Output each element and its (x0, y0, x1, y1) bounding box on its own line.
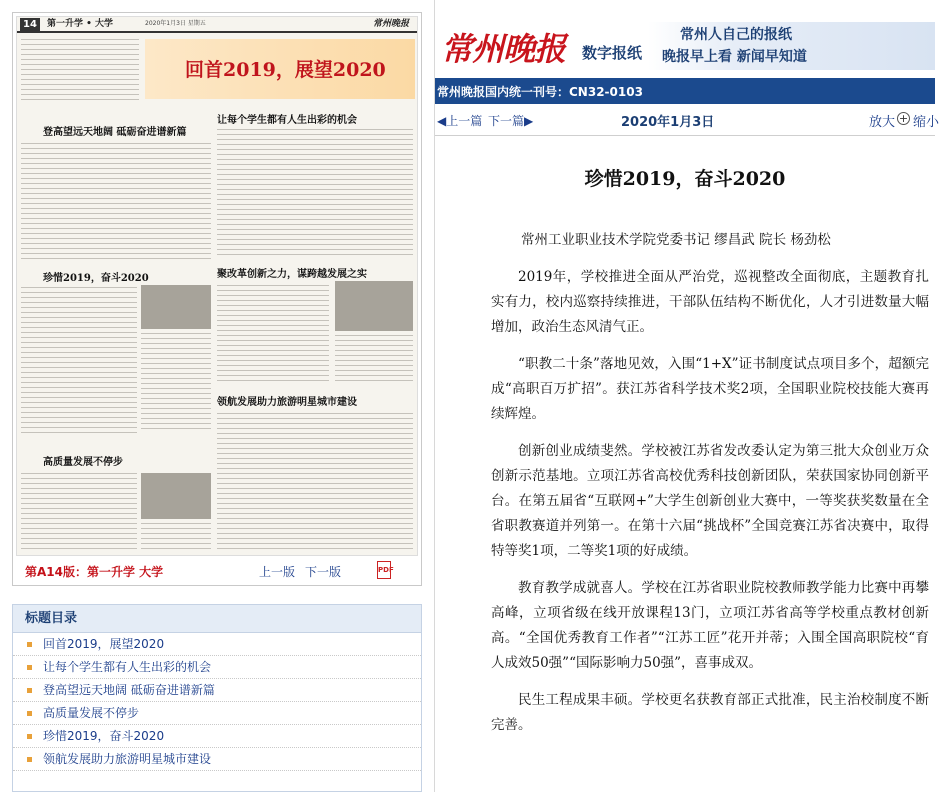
toc-item-label: 珍惜2019，奋斗2020 (43, 729, 165, 743)
text-block (335, 335, 413, 385)
article-paragraph: 民生工程成果丰硕。学校更名获教育部正式批准，民主治校制度不断完善。 (491, 692, 929, 733)
zoom-in-link[interactable]: 放大 (869, 115, 896, 130)
toc-item[interactable] (13, 679, 421, 702)
banner-title: 回首2019，展望2020 (185, 59, 386, 81)
article-paragraph: “职教二十条”落地见效，入围“1+X”证书制度试点项目多个，超额完成“高职百万扩招”。获江苏省科学技术奖2项，全国职业院校技能大赛再续辉煌。 (491, 356, 929, 422)
article-paragraph: 教育教学成就喜人。学校在江苏省职业院校教师教学能力比赛中再攀高峰，立项省级在线开放课程13门，立项江苏省高等学校重点教材创新高。“全国优秀教育工作者”“江苏工匠”花开并蒂；入围全国高职院校“育人成效50强”“国际影响力50强”，喜事成双。 (491, 580, 929, 671)
article-paragraph: 创新创业成绩斐然。学校被江苏省发改委认定为第三批大众创业万众创新示范基地。立项江苏省高校优秀科技创新团队，荣获国家协同创新平台。在第五届省“互联网+”大学生创新创业大赛中，一等奖获奖数量在全省职教赛道并列第一。在第十六届“挑战杯”全国竞赛江苏省决赛中，取得特等奖1项，二等奖1项的好成绩。 (491, 443, 929, 559)
left-panel (0, 0, 434, 792)
article-title: 珍惜2019，奋斗2020 (584, 168, 786, 190)
square-bullet-icon (27, 665, 32, 670)
newspaper-page-viewer (12, 12, 422, 586)
square-bullet-icon (27, 711, 32, 716)
site-header (435, 0, 935, 78)
text-block (21, 143, 211, 263)
page-footer-bar (13, 559, 421, 585)
toc-item[interactable] (13, 748, 421, 771)
pdf-icon[interactable]: PDF (377, 561, 391, 579)
article-author: 常州工业职业技术学院党委书记 缪昌武 院长 杨劲松 (521, 232, 831, 248)
headline[interactable]: 珍惜2019，奋斗2020 (43, 273, 149, 284)
publication-number-bar (435, 78, 935, 104)
page-section: 第一升学 • 大学 (47, 19, 114, 29)
text-block (141, 333, 211, 433)
headline[interactable]: 高质量发展不停步 (43, 457, 123, 468)
zoom-in-icon[interactable]: + (898, 112, 909, 125)
prev-article-label: 上一篇 (446, 114, 483, 128)
article-paragraph: 2019年，学校推进全面从严治党，巡视整改全面彻底，主题教育扎实有力，校内巡察持续推进，干部队伍结构不断优化，人才引进数量大幅增加，政治生态风清气正。 (491, 269, 929, 335)
title-directory (12, 604, 422, 792)
slogan-line-2: 晚报早上看 新闻早知道 (662, 49, 807, 65)
toc-item-label: 让每个学生都有人生出彩的机会 (43, 660, 212, 674)
photo (335, 281, 413, 331)
photo (141, 473, 211, 519)
toc-item-label: 领航发展助力旅游明星城市建设 (43, 752, 212, 766)
text-block (217, 285, 329, 385)
next-page-link[interactable]: 下一版 (305, 565, 342, 579)
text-block (217, 129, 413, 259)
headline[interactable]: 让每个学生都有人生出彩的机会 (217, 115, 357, 126)
toc-item[interactable] (13, 702, 421, 725)
text-block (141, 523, 211, 553)
toc-item[interactable] (13, 725, 421, 748)
toc-item[interactable] (13, 656, 421, 679)
zoom-out-link[interactable]: 缩小 (913, 115, 939, 130)
headline[interactable]: 领航发展助力旅游明星城市建设 (217, 397, 357, 408)
headline[interactable]: 登高望远天地阔 砥砺奋进谱新篇 (43, 127, 187, 138)
toc-item-label: 回首2019，展望2020 (43, 637, 165, 651)
site-subtitle: 数字报纸 (582, 44, 643, 62)
headline[interactable]: 聚改革创新之力，谋跨越发展之实 (217, 269, 367, 280)
square-bullet-icon (27, 757, 32, 762)
page-date: 2020年1月3日 星期五 (145, 20, 206, 27)
page-label: 第A14版：第一升学 大学 (25, 565, 164, 579)
prev-article-link[interactable]: ◀上一篇 (437, 114, 483, 128)
slogan-banner (648, 22, 935, 70)
slogan-line-1: 常州人自己的报纸 (680, 27, 792, 43)
page-masthead (17, 17, 417, 33)
right-panel (434, 0, 939, 792)
toc-item-label: 登高望远天地阔 砥砺奋进谱新篇 (43, 683, 215, 697)
toc-item-label: 高质量发展不停步 (43, 706, 140, 720)
publication-number: 常州晚报国内统一刊号：CN32-0103 (437, 85, 643, 99)
article-date: 2020年1月3日 (621, 115, 715, 130)
next-article-link[interactable]: 下一篇▶ (488, 114, 534, 128)
prev-page-link[interactable]: 上一版 (259, 565, 296, 579)
text-block (21, 39, 139, 101)
page-number: 14 (20, 18, 40, 32)
text-block (21, 473, 137, 553)
square-bullet-icon (27, 688, 32, 693)
square-bullet-icon (27, 642, 32, 647)
page-banner (145, 39, 415, 99)
article-toolbar (435, 104, 939, 136)
text-block (217, 413, 413, 553)
text-block (21, 287, 137, 437)
site-logo[interactable]: 常州晚报 (441, 30, 566, 68)
article-body (491, 228, 929, 750)
photo (141, 285, 211, 329)
toc-item[interactable] (13, 633, 421, 656)
page-logo: 常州晚报 (372, 19, 409, 29)
square-bullet-icon (27, 734, 32, 739)
next-article-label: 下一篇 (488, 114, 525, 128)
newspaper-page-image[interactable] (16, 16, 418, 556)
toc-header: 标题目录 (13, 605, 421, 633)
